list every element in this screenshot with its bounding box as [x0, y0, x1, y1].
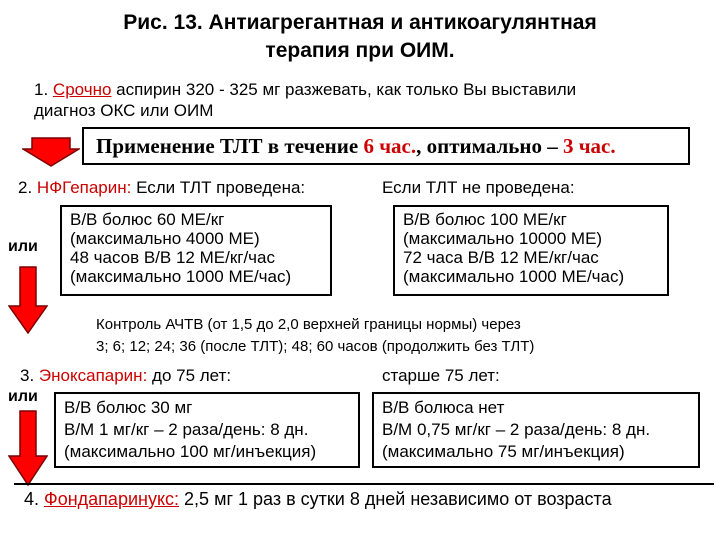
- item-3-drug: Эноксапарин:: [38, 366, 148, 385]
- enoxaparin-old-line-1: В/В болюса нет: [382, 398, 505, 417]
- enoxaparin-old-line-3: (максимально 75 мг/инъекция): [382, 442, 625, 461]
- heparin-tlt-not-done-line-3: 72 часа В/В 12 МЕ/кг/час: [403, 248, 599, 267]
- tlt-optimal: 3 час.: [562, 134, 616, 158]
- enoxaparin-old-box: [372, 392, 700, 468]
- heparin-tlt-not-done-line-1: В/В болюс 100 МЕ/кг: [403, 210, 567, 229]
- enoxaparin-young-box: [54, 392, 360, 468]
- item-2-or-label: или: [8, 238, 38, 255]
- enoxaparin-young-line-3: (максимально 100 мг/инъекция): [64, 442, 317, 461]
- tlt-middle: , оптимально –: [416, 134, 558, 158]
- tlt-hours: 6 час.: [363, 134, 417, 158]
- item-1-line-1: [34, 80, 576, 100]
- item-2-condition-done: Если ТЛТ проведена:: [136, 178, 306, 197]
- heparin-tlt-not-done-lines: [395, 207, 667, 286]
- item-3-condition-old: старше 75 лет:: [382, 366, 500, 385]
- heparin-tlt-not-done-line-4: (максимально 1000 МЕ/час): [403, 267, 625, 286]
- heparin-tlt-not-done-line-2: (максимально 10000 МЕ): [403, 229, 603, 248]
- heparin-tlt-done-line-4: (максимально 1000 МЕ/час): [70, 267, 292, 286]
- item-3-condition-young: до 75 лет:: [152, 366, 232, 385]
- control-line-2: 3; 6; 12; 24; 36 (после ТЛТ); 48; 60 часов (продолжить без ТЛТ): [96, 338, 535, 355]
- item-1-highlight: Срочно: [52, 80, 112, 99]
- enoxaparin-young-line-1: В/В болюс 30 мг: [64, 398, 193, 417]
- heparin-tlt-done-box: [60, 205, 332, 296]
- item-3-or-label: или: [8, 388, 38, 405]
- heparin-tlt-not-done-box: [393, 205, 669, 296]
- enoxaparin-old-line-2: В/М 0,75 мг/кг – 2 раза/день: 8 дн.: [382, 420, 651, 439]
- divider-line: [14, 483, 714, 485]
- heparin-tlt-done-line-1: В/В болюс 60 МЕ/кг: [70, 210, 225, 229]
- item-4-line: [24, 488, 612, 510]
- enoxaparin-young-lines: [56, 394, 358, 463]
- item-2-condition-not-done: Если ТЛТ не проведена:: [382, 178, 575, 197]
- item-3-number: 3.: [20, 366, 35, 385]
- item-1-line-2: диагноз ОКС или ОИМ: [34, 101, 214, 120]
- item-1-text: аспирин 320 - 325 мг разжевать, как только Вы выставили: [116, 80, 577, 99]
- down-arrow-icon: [8, 410, 48, 486]
- down-arrow-icon: [8, 266, 48, 334]
- page-title-line-2: терапия при ОИМ.: [265, 39, 455, 62]
- item-2-heading: [18, 178, 305, 198]
- down-arrow-icon: [22, 137, 80, 167]
- item-4-number: 4.: [24, 489, 40, 509]
- item-2-drug: НФГепарин:: [36, 178, 132, 197]
- heparin-tlt-done-lines: [62, 207, 330, 286]
- item-3-heading: [20, 366, 231, 386]
- tlt-timing-box: [82, 127, 690, 165]
- heparin-tlt-done-line-3: 48 часов В/В 12 МЕ/кг/час: [70, 248, 275, 267]
- page-title-line-1: Рис. 13. Антиагрегантная и антикоагулянтная: [123, 11, 597, 34]
- item-2-number: 2.: [18, 178, 33, 197]
- enoxaparin-young-line-2: В/М 1 мг/кг – 2 раза/день: 8 дн.: [64, 420, 309, 439]
- enoxaparin-old-lines: [374, 394, 698, 463]
- item-4-drug: Фондапаринукс:: [44, 489, 180, 509]
- heparin-tlt-done-line-2: (максимально 4000 МЕ): [70, 229, 260, 248]
- tlt-prefix: Применение ТЛТ в течение: [96, 134, 359, 158]
- control-line-1: Контроль АЧТВ (от 1,5 до 2,0 верхней границы нормы) через: [96, 316, 521, 333]
- item-4-text: 2,5 мг 1 раз в сутки 8 дней независимо от возраста: [184, 489, 612, 509]
- item-1-number: 1.: [34, 80, 49, 99]
